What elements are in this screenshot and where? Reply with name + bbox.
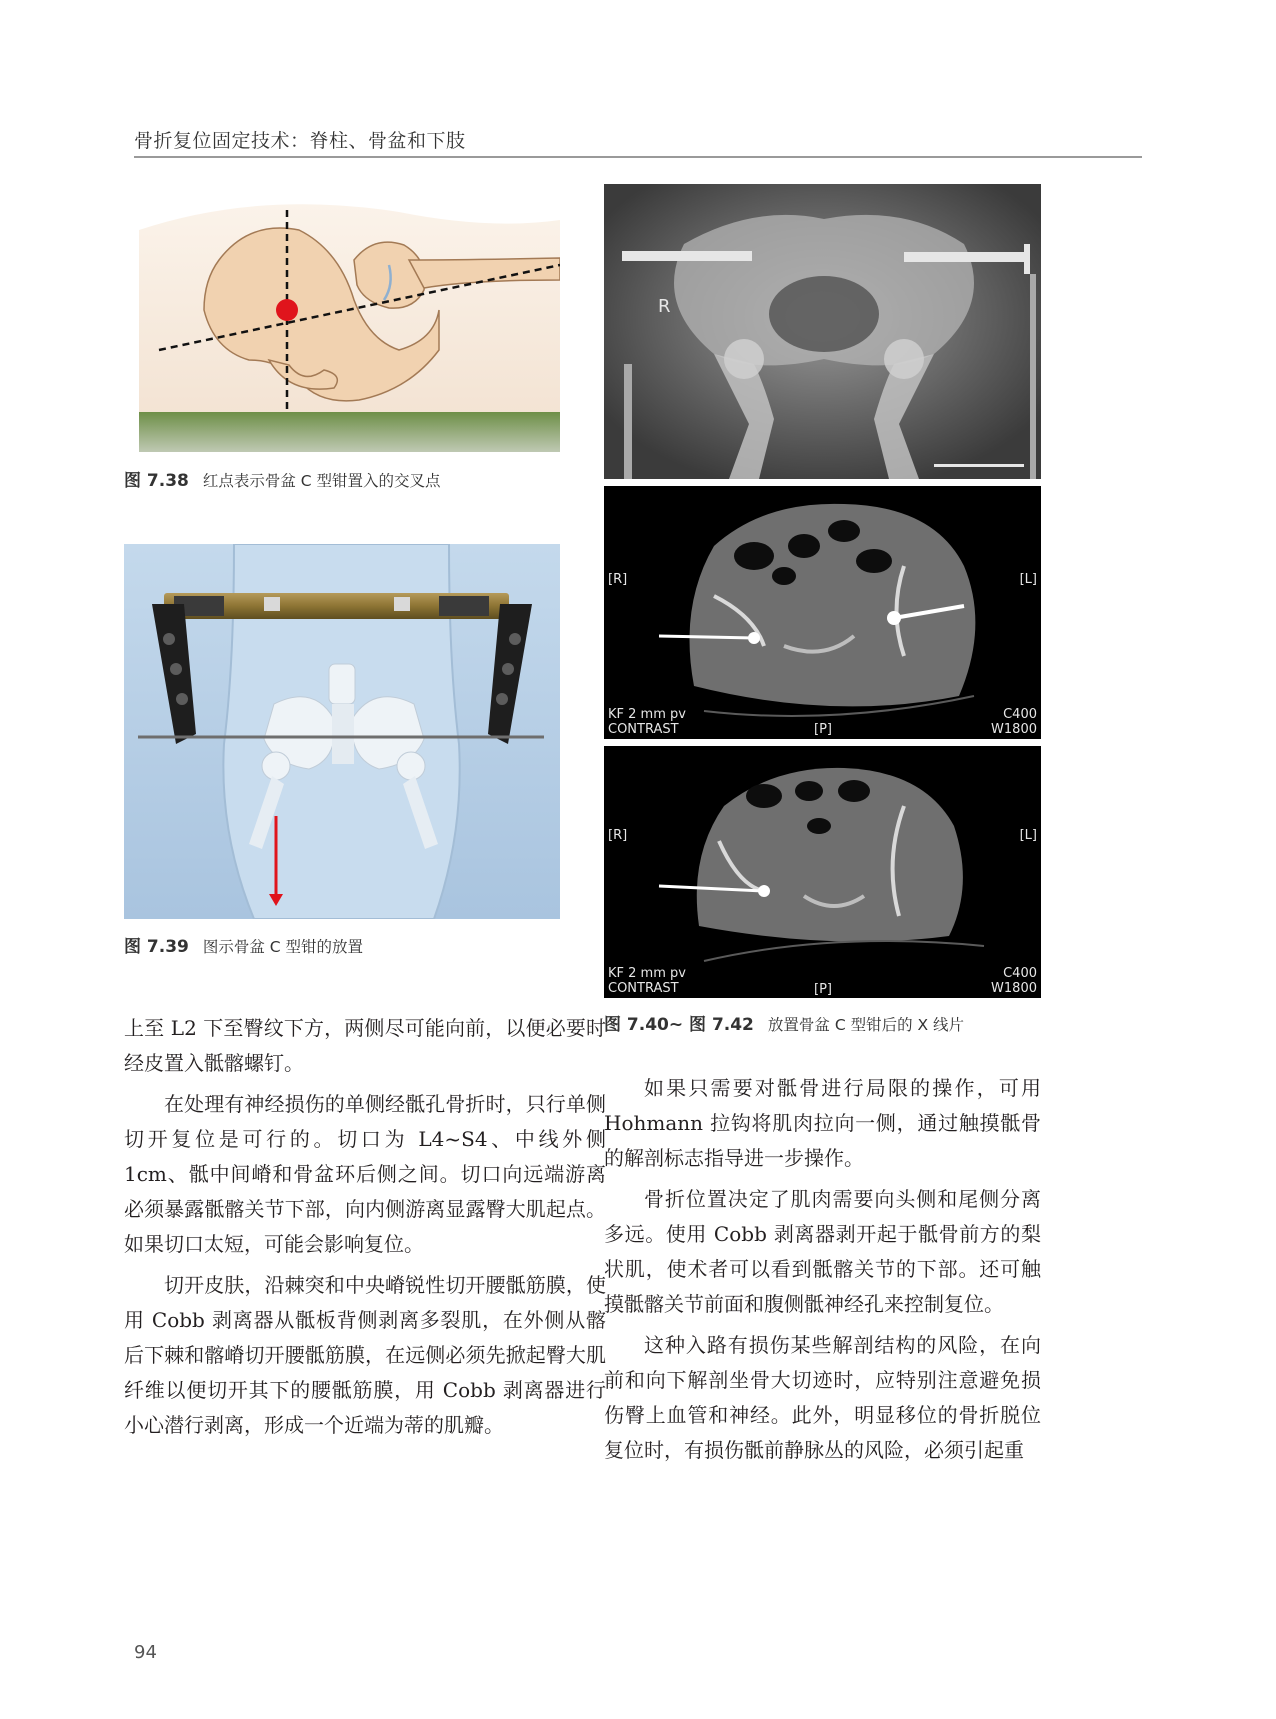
figure-number: 图 7.40~ 图 7.42	[604, 1015, 754, 1035]
ct-posterior-marker: [P]	[814, 982, 832, 997]
ct-series-info: KF 2 mm pv	[608, 707, 686, 722]
ct-left-marker: [L]	[1019, 828, 1037, 843]
ct-right-marker: [R]	[608, 828, 628, 843]
paragraph: 在处理有神经损伤的单侧经骶孔骨折时，只行单侧切开复位是可行的。切口为 L4~S4、中线外侧 1cm、骶中间嵴和骨盆环后侧之间。切口向远端游离必须暴露骶髂关节下部，向内侧游离显露臀大肌起点。如果切口太短，可能会影响复位。	[124, 1092, 606, 1256]
figure-7-40-xray	[604, 184, 1041, 479]
left-text-column	[124, 1011, 606, 1449]
caption-text: 放置骨盆 C 型钳后的 X 线片	[767, 1016, 965, 1034]
xray-side-marker: R	[658, 296, 671, 317]
figure-7-38-illustration	[139, 190, 560, 452]
caption-text: 图示骨盆 C 型钳的放置	[202, 938, 364, 956]
paragraph: 骨折位置决定了肌肉需要向头侧和尾侧分离多远。使用 Cobb 剥离器剥开起于骶骨前方的梨状肌，使术者可以看到骶髂关节的下部。还可触摸骶髂关节前面和腹侧骶神经孔来控制复位。	[604, 1187, 1041, 1316]
figure-7-40-42-caption	[604, 1010, 964, 1035]
ct-window-width: W1800	[991, 981, 1037, 996]
caption-text: 红点表示骨盆 C 型钳置入的交叉点	[202, 472, 441, 490]
figure-number: 图 7.38	[124, 471, 189, 491]
figure-7-39-caption	[124, 932, 363, 957]
figure-7-38-caption	[124, 466, 441, 491]
paragraph: 如果只需要对骶骨进行局限的操作，可用 Hohmann 拉钩将肌肉拉向一侧，通过触摸骶骨的解剖标志指导进一步操作。	[604, 1076, 1041, 1170]
page-number: 94	[134, 1642, 157, 1663]
ct-left-marker: [L]	[1019, 572, 1037, 587]
ct-contrast-label: CONTRAST	[608, 722, 679, 737]
paragraph: 这种入路有损伤某些解剖结构的风险，在向前和向下解剖坐骨大切迹时，应特别注意避免损伤臀上血管和神经。此外，明显移位的骨折脱位复位时，有损伤骶前静脉丛的风险，必须引起重	[604, 1333, 1041, 1462]
ct-window-width: W1800	[991, 722, 1037, 737]
figure-7-39-illustration	[124, 544, 560, 919]
header-rule	[134, 156, 1142, 158]
ct-window-center: C400	[1003, 966, 1037, 981]
ct-posterior-marker: [P]	[814, 722, 832, 737]
figure-7-42-ct	[604, 746, 1041, 998]
ct-series-info: KF 2 mm pv	[608, 966, 686, 981]
running-head: 骨折复位固定技术：脊柱、骨盆和下肢	[134, 130, 466, 152]
paragraph: 切开皮肤，沿棘突和中央嵴锐性切开腰骶筋膜，使用 Cobb 剥离器从骶板背侧剥离多裂肌，在外侧从髂后下棘和髂嵴切开腰骶筋膜，在远侧必须先掀起臀大肌纤维以便切开其下的腰骶筋膜，用 Cobb 剥离器进行小心潜行剥离，形成一个近端为蒂的肌瓣。	[124, 1273, 606, 1437]
figure-7-41-ct	[604, 486, 1041, 739]
paragraph: 上至 L2 下至臀纹下方，两侧尽可能向前，以便必要时经皮置入骶髂螺钉。	[124, 1016, 606, 1075]
ct-window-center: C400	[1003, 707, 1037, 722]
figure-number: 图 7.39	[124, 937, 189, 957]
right-text-column	[604, 1071, 1041, 1474]
ct-contrast-label: CONTRAST	[608, 981, 679, 996]
ct-right-marker: [R]	[608, 572, 628, 587]
